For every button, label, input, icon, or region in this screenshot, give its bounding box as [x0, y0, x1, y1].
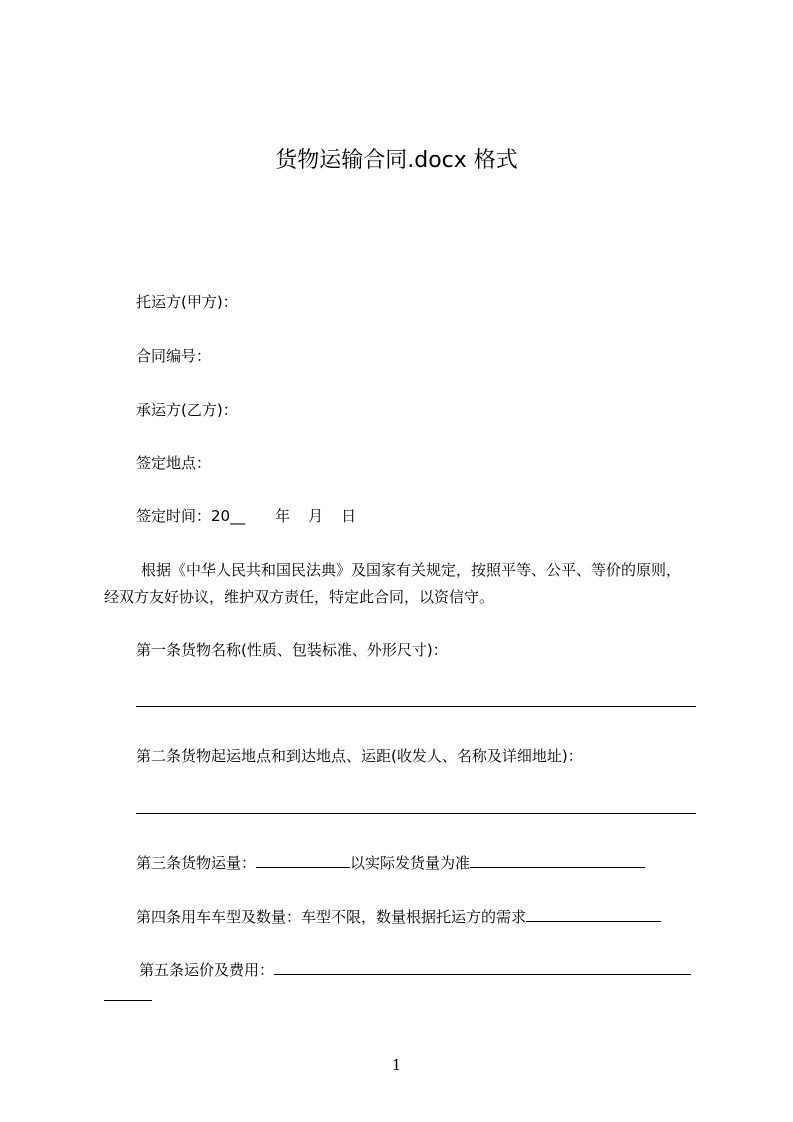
- carrier-label: 承运方(乙方)：: [136, 401, 238, 419]
- article-3-line: [136, 852, 645, 873]
- page-number: 1: [391, 1056, 402, 1074]
- article-3-text: 以实际发货量为准: [350, 854, 471, 872]
- article-1-blank: [136, 692, 696, 707]
- article-3-blank-2: [470, 853, 645, 868]
- article-2-blank: [136, 799, 696, 814]
- article-4-text: 第四条用车车型及数量：车型不限，数量根据托运方的需求: [136, 908, 527, 926]
- shipper-label: 托运方(甲方)：: [136, 293, 238, 311]
- article-5-blank: [274, 960, 691, 975]
- article-5-blank-cont: [104, 986, 152, 1001]
- sign-month: 月: [308, 507, 324, 525]
- article-4-blank: [526, 907, 661, 922]
- article-4-line: [136, 906, 661, 927]
- sign-time-line: [136, 505, 356, 526]
- article-3-blank-1: [256, 853, 350, 868]
- sign-place-label: 签定地点：: [136, 454, 212, 472]
- article-3-label: 第三条货物运量：: [136, 854, 257, 872]
- article-5-line: [139, 959, 691, 980]
- article-5-label: 第五条运价及费用：: [139, 961, 275, 979]
- article-2-heading: 第二条货物起运地点和到达地点、运距(收发人、名称及详细地址)：: [136, 747, 583, 765]
- contract-number-label: 合同编号：: [136, 347, 212, 365]
- sign-time-label: 签定时间：20__: [136, 507, 246, 525]
- article-1-heading: 第一条货物名称(性质、包装标准、外形尺寸)：: [136, 641, 448, 659]
- preamble-line-1: 根据《中华人民共和国民法典》及国家有关规定，按照平等、公平、等价的原则，: [141, 561, 682, 579]
- sign-day: 日: [341, 507, 357, 525]
- sign-year: 年: [275, 507, 291, 525]
- preamble-line-2: 经双方友好协议，维护双方责任，特定此合同，以资信守。: [104, 588, 495, 606]
- document-title: 货物运输合同.docx 格式: [275, 148, 518, 173]
